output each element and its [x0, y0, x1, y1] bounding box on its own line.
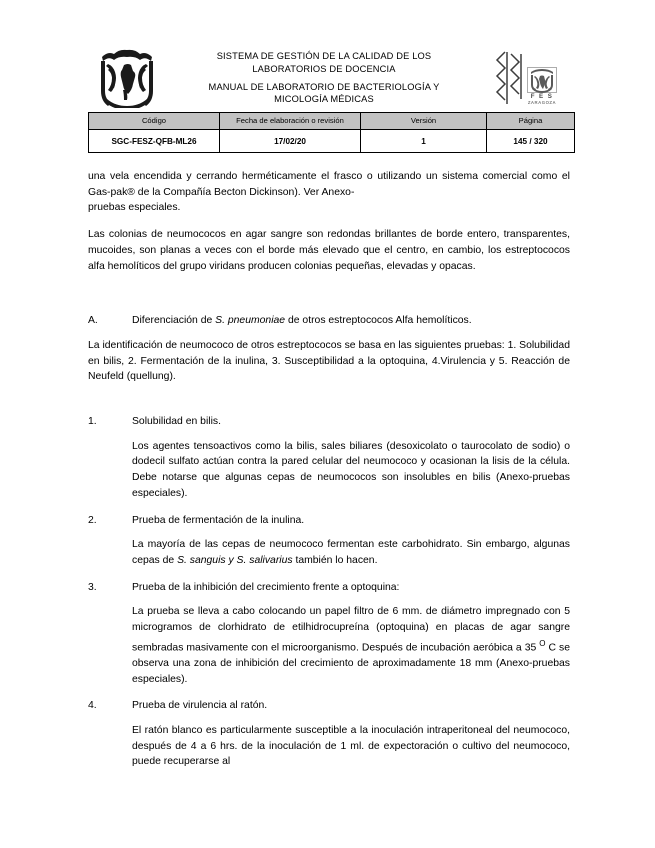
table-value-codigo: SGC-FESZ-QFB-ML26: [89, 130, 220, 153]
section-spacer-list: [88, 396, 570, 414]
fes-zaragoza-logo: [482, 44, 570, 112]
table-header-fecha: Fecha de elaboración o revisión: [220, 113, 361, 130]
paragraph-colonias: Las colonias de neumococos en agar sangre son redondas brillantes de borde entero, transparentes, mucoides, son planas a veces con el borde más elevado que el centro, en cambio, los estreptococos alfa hemolíticos del grupo viridans producen colonias pequeñas, elevadas y opacas.: [88, 229, 570, 272]
table-value-pagina: 145 / 320: [487, 130, 575, 153]
table-header-version: Versión: [361, 113, 487, 130]
section-a-heading: [88, 313, 570, 329]
page-content: [88, 44, 570, 781]
list-item-2-species-italic: S. sanguis y S. salivarius: [177, 554, 293, 566]
degree-symbol: O: [539, 638, 546, 648]
table-value-row: [89, 130, 575, 153]
list-item-3-title: Prueba de la inhibición del crecimiento frente a optoquina:: [132, 581, 400, 593]
section-a-species-italic: S. pneumoniae: [215, 315, 286, 327]
paragraph-continuation-tail: pruebas especiales.: [88, 202, 181, 214]
list-item-2-heading: [88, 513, 570, 529]
header-title-line-4: MICOLOGÍA MÉDICAS: [274, 94, 374, 105]
section-a-text-after: de otros estreptococos Alfa hemolíticos.: [285, 315, 472, 327]
list-item-3-body: [132, 604, 570, 687]
table-header-row: [89, 113, 575, 130]
document-header: [88, 44, 570, 112]
list-item-2-body-part-1: La mayoría de las cepas de neumococo fermentan este carbohidrato. Sin embargo, algunas cepas de: [132, 539, 570, 566]
fes-label-sub: ZARAGOZA: [527, 100, 557, 105]
table-header-codigo: Código: [89, 113, 220, 130]
section-a-title: [132, 313, 570, 329]
fes-zigzag-icon: [495, 49, 525, 107]
list-item-3-body-part-1: La prueba se lleva a cabo colocando un papel filtro de 6 mm. de diámetro impregnado con 5 microgramos de clorhidrato de etilhidrocupreína (optoquina) en placas de agar sangre sembradas masivamente con el microorganismo. Después de incubación aeróbica a 35: [132, 606, 570, 654]
list-item-1-marker: 1.: [88, 416, 97, 428]
table-header-pagina: Página: [487, 113, 575, 130]
section-spacer-top: [88, 285, 570, 313]
paragraph-continuation-text: una vela encendida y cerrando herméticamente el frasco o utilizando un sistema comercial como el Gas-pak® de la Compañía Becton Dickinson). Ver Anexo-: [88, 171, 570, 198]
list-item-4-heading: [88, 698, 570, 714]
fes-label-main: F E S: [530, 93, 554, 100]
list-item-1-heading: [88, 414, 570, 430]
header-title-line-1: SISTEMA DE GESTIÓN DE LA CALIDAD DE LOS: [216, 51, 432, 62]
list-item-2-marker: 2.: [88, 514, 97, 526]
list-item-1-title: Solubilidad en bilis.: [132, 416, 221, 428]
header-title-block: [166, 44, 482, 112]
list-item-3-marker: 3.: [88, 581, 97, 593]
document-info-table: [88, 112, 575, 153]
list-item-4-marker: 4.: [88, 700, 97, 712]
section-a-marker: A.: [88, 315, 98, 327]
paragraph-identificacion: La identificación de neumococo de otros estreptococos se basa en las siguientes pruebas: 1. Solubilidad en bilis, 2. Fermentación de la inulina, 3. Susceptibilidad a la optoquina, 4.Virulencia y 5. Reacción de Neufeld (quellung).: [88, 339, 570, 383]
list-item-2-title: Prueba de fermentación de la inulina.: [132, 514, 305, 526]
table-value-fecha: 17/02/20: [220, 130, 361, 153]
unam-shield-logo: [88, 44, 166, 112]
list-item-4-title: Prueba de virulencia al ratón.: [132, 700, 268, 712]
list-item-2-body: [132, 537, 570, 568]
list-item-2-body-part-2: también lo hacen.: [292, 554, 378, 566]
list-item-4-body: El ratón blanco es particularmente susceptible a la inoculación intraperitoneal del neumococo, después de 4 a 6 hrs. de la inoculación de 1 ml. de expectoración o cultivo del neumococo, puede recuperarse al: [132, 725, 570, 768]
header-title-line-2: LABORATORIOS DE DOCENCIA: [252, 63, 396, 74]
header-title-line-3: MANUAL DE LABORATORIO DE BACTERIOLOGÍA Y: [208, 82, 440, 92]
document-body: [88, 169, 570, 770]
fes-logo-group: [495, 49, 557, 107]
list-item-1-body: Los agentes tensoactivos como la bilis, sales biliares (desoxicolato o taurocolato de sodio) o dodecil sulfato actúan contra la pared celular del neumococo y ocasionan la lisis de la célula. Debe notarse que algunas cepas de neumococos son insolubles en bilis (Anexo-pruebas especiales).: [132, 440, 570, 499]
fes-unam-seal-icon: [527, 67, 557, 93]
list-item-3-body-part-2: C se observa una zona de inhibición del crecimiento de aproximadamente 18 mm (Anexo-pruebas especiales).: [132, 642, 570, 685]
section-a-text-before: Diferenciación de: [132, 315, 216, 327]
fes-seal-block: [527, 67, 557, 107]
list-item-3-heading: [88, 580, 570, 596]
table-value-version: 1: [361, 130, 487, 153]
unam-shield-icon: [95, 48, 159, 108]
paragraph-continuation: [88, 169, 570, 216]
